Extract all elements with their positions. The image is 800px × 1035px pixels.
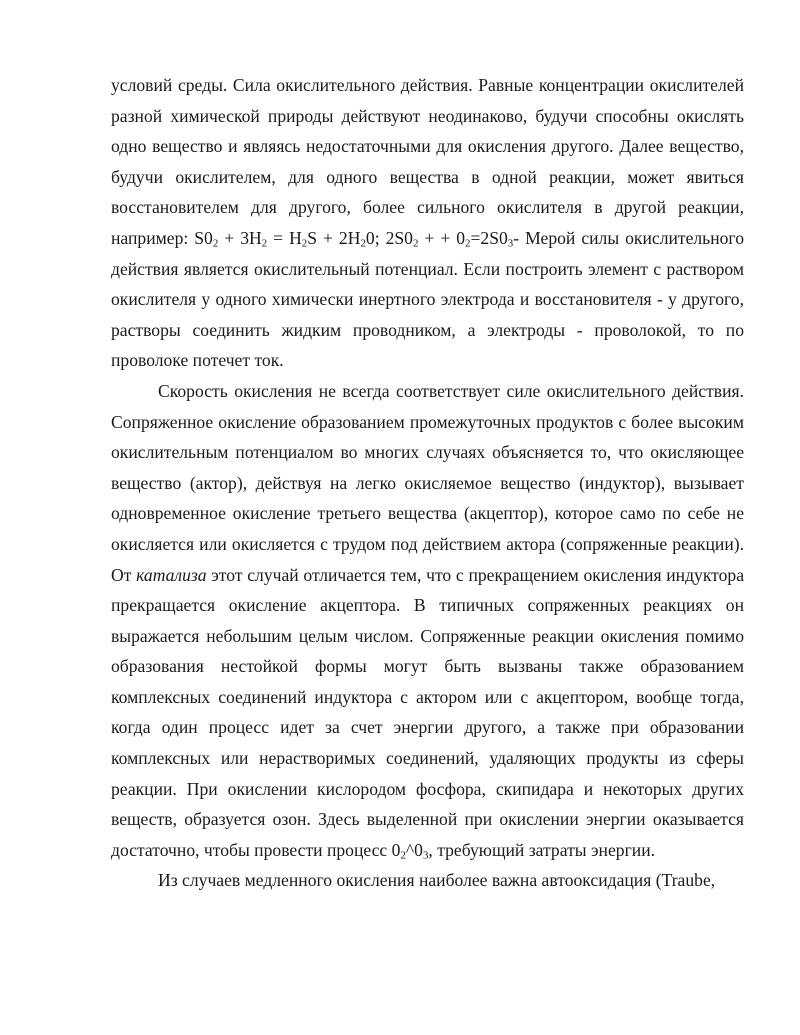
paragraph-oxidation-rate (111, 376, 744, 866)
paragraph-autoxidation (111, 865, 744, 896)
subscript: 2 (400, 849, 406, 862)
subscript: 3 (422, 849, 429, 862)
text-run: Из случаев медленного окисления наиболее важна автооксидация (Traube, (158, 870, 716, 891)
text-run: + + 0 (418, 227, 466, 248)
text-run: ^0 (405, 839, 423, 860)
subscript: 2 (465, 237, 471, 250)
subscript: 2 (261, 237, 268, 250)
text-run: , требующий затраты энергии. (428, 839, 656, 860)
text-run: S + 2H (307, 227, 361, 248)
text-run: этот случай отличается тем, что с прекращением окисления индуктора прекращается окисление акцептора. В типичных сопряженных реакциях он выражается небольшим целым числом. Сопряженные реакции окисления помимо образования нестойкой формы могут быть вызваны также образованием комплексных соединений индуктора с актором или с акцептором, вообще тогда, когда один процесс идет за счет энергии другого, а также при образовании комплексных или нерастворимых соединений, удаляющих продукты из сферы реакции. При окислении кислородом фосфора, скипидара и некоторых других веществ, образуется озон. Здесь выделенной при окислении энергии оказывается достаточно, чтобы провести процесс 0 (111, 564, 744, 860)
text-run: 0; 2S0 (365, 227, 413, 248)
text-run: + 3H (218, 227, 262, 248)
subscript: 2 (212, 237, 219, 250)
subscript: 2 (301, 237, 308, 250)
paragraph-oxidation-strength (111, 70, 744, 376)
text-run: = H (267, 227, 302, 248)
subscript: 2 (412, 237, 419, 250)
text-run: - Мерой силы окислительного действия является окислительный потенциал. Если построить элемент с раствором окислителя у одного химически инертного электрода и восстановителя - у другого, растворы соединить жидким проводником, а электроды - проволокой, то по проволоке потечет ток. (111, 227, 744, 371)
italic-term: катализа (136, 564, 207, 585)
subscript: 2 (360, 237, 366, 250)
text-run: Скорость окисления не всегда соответствует силе окислительного действия. Сопряженное окисление образованием промежуточных продуктов с более высоким окислительным потенциалом во многих случаях объясняется то, что окисляющее вещество (актор), действуя на легко окисляемое вещество (индуктор), вызывает одновременное окисление третьего вещества (акцептор), которое само по себе не окисляется или окисляется с трудом под действием актора (сопряженные реакции). От (111, 380, 744, 585)
subscript: 3 (507, 237, 514, 250)
text-run: =2S0 (470, 227, 508, 248)
text-run: условий среды. Сила окислительного действия. Равные концентрации окислителей разной химической природы действуют неодинаково, будучи способны окислять одно вещество и являясь недостаточными для окисления другого. Далее вещество, будучи окислителем, для одного вещества в одной реакции, может явиться восстановителем для другого, более сильного окислителя в другой реакции, например: S0 (111, 75, 744, 248)
document-page (111, 70, 744, 896)
